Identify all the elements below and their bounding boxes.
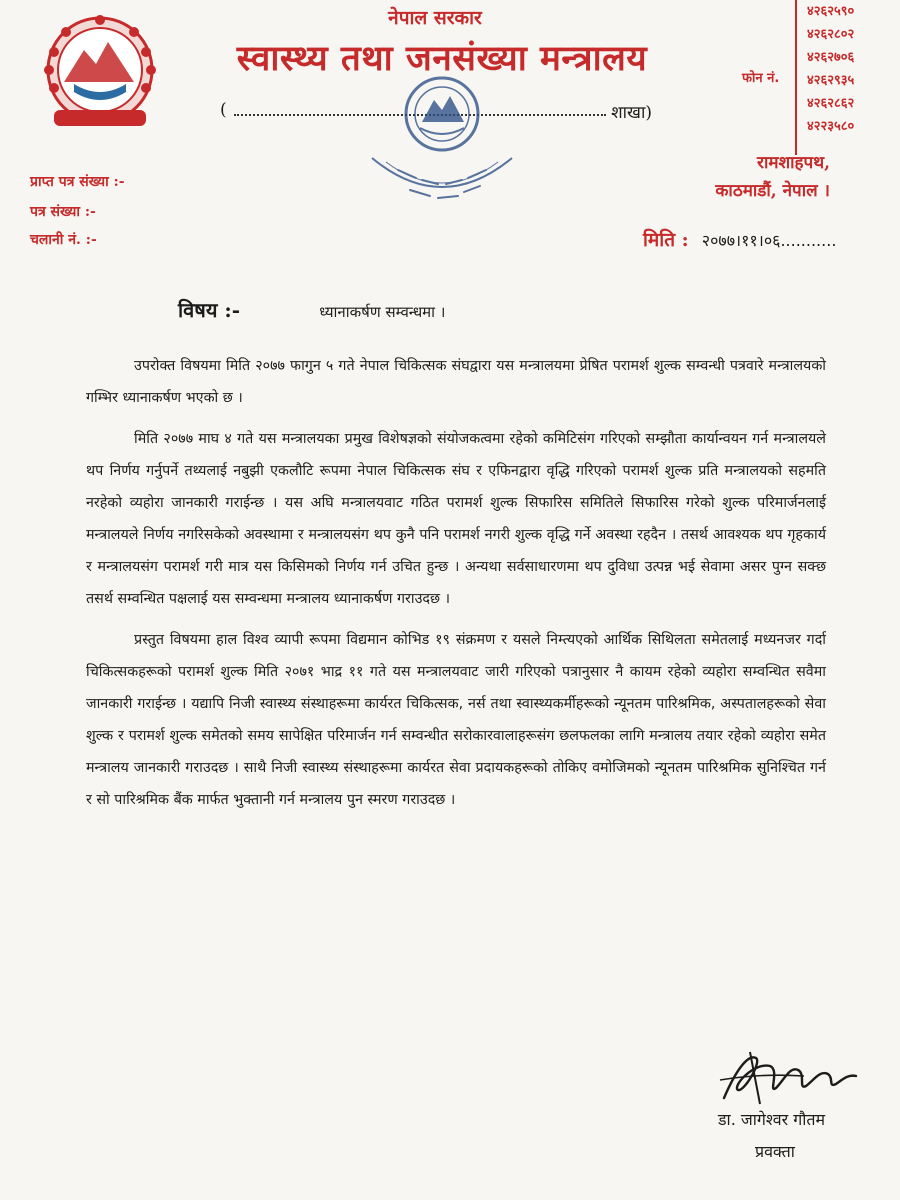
subject-value: ध्यानाकर्षण सम्वन्धमा । [319,303,446,321]
body-paragraph-3: प्रस्तुत विषयमा हाल विश्व व्यापी रूपमा विद्यमान कोभिड १९ संक्रमण र यसले निम्त्यएको आर्थिक सिथिलता समेतलाई मध्यनजर गर्दा चिकित्सकहरूको परामर्श शुल्क मिति २०७१ भाद्र ११ गते यस मन्त्रालयवाट जारी गरिएको पत्रानुसार नै कायम रहेको व्यहोरा सम्वन्धित सवैमा जानकारी गराईन्छ । यद्यापि निजी स्वास्थ्य संस्थाहरूमा कार्यरत चिकित्सक, नर्स तथा स्वास्थ्यकर्मीहरूको न्यूनतम पारिश्रमिक, अस्पतालहरूको सेवा शुल्क र परामर्श शुल्क समेतको समय सापेक्षित परिमार्जन गर्न सम्वन्धीत सरोकारवालाहरूसंग छलफलका लागि मन्त्रालय तयार रहेको व्यहोरा समेत मन्त्रालय जानकारी गराउदछ । साथै निजी स्वास्थ्य संस्थाहरूमा कार्यरत सेवा प्रदायकहरूको तोकिए वमोजिमको न्यूनतम पारिश्रमिक सुनिश्चित गर्न र सो पारिश्रमिक बैंक मार्फत भुक्तानी गर्न मन्त्रालय पुन स्मरण गराउदछ । [86,632,826,808]
letter-body [86,350,826,825]
handwritten-signature-icon [714,1040,864,1110]
signatory-title: प्रवक्ता [755,1142,795,1161]
subject-label: विषय :- [178,298,241,322]
phone-number: ४२६२८६२ [807,96,855,111]
government-name: नेपाल सरकार [388,7,482,29]
phone-label: फोन नं. [742,71,780,86]
date-line [643,226,836,252]
ministry-stamp-icon [358,66,526,216]
nepal-emblem-icon [34,12,166,134]
phone-number: ४२६२७०६ [807,50,855,65]
phone-number: ४२२३५८० [807,119,855,134]
phone-number: ४२६२५९० [807,4,855,19]
dispatch-number-label: चलानी नं. :- [30,232,97,248]
date-value: २०७७।११।०६........... [701,231,837,250]
body-paragraph-2: मिति २०७७ माघ ४ गते यस मन्त्रालयका प्रमुख विशेषज्ञको संयोजकत्वमा रहेको कमिटिसंग गरिएको सम्झौता कार्यान्वयन गर्न मन्त्रालयले थप निर्णय गर्नुपर्ने तथ्यलाई नबुझी एकलौटि रूपमा नेपाल चिकित्सक संघ र एफिनद्वारा वृद्धि गरिएको परामर्श शुल्क प्रति मन्त्रालयको सहमति नरहेको व्यहोरा जानकारी गराईन्छ । यस अघि मन्त्रालयवाट गठित परामर्श शुल्क सिफारिस समितिले सिफारिस गरेको शुल्क परिमार्जनलाई मन्त्रालयले निर्णय नगरिसकेको अवस्थामा र मन्त्रालयसंग थप कुनै पनि परामर्श नगरी शुल्क वृद्धि गर्ने अवस्था रहदैन । तसर्थ आवश्यक थप गृहकार्य र मन्त्रालयसंग परामर्श गरी मात्र यस किसिमको निर्णय गर्न उचित हुन्छ । अन्यथा सर्वसाधारणमा थप दुविधा उत्पन्न भई सेवामा असर पुग्न सक्छ तसर्थ सम्वन्धित पक्षलाई यस सम्वन्धमा मन्त्रालय ध्यानाकर्षण गराउदछ । [86,431,826,607]
phone-number: ४२६२९३५ [807,73,855,88]
letter-number-label: पत्र संख्या :- [30,204,96,220]
phone-number-list [795,0,897,155]
body-paragraph-1: उपरोक्त विषयमा मिति २०७७ फागुन ५ गते नेपाल चिकित्सक संघद्वारा यस मन्त्रालयमा प्रेषित परामर्श शुल्क सम्वन्धी पत्रवारे मन्त्रालयको गम्भिर ध्यानाकर्षण भएको छ । [86,358,826,406]
signatory-name: डा. जागेश्वर गौतम [718,1110,826,1129]
date-label: मिति : [643,229,689,251]
branch-open-paren: ( [220,100,227,120]
address-line-1: रामशाहपथ, [757,153,830,173]
ministry-name: स्वास्थ्य तथा जनसंख्या मन्त्रालय [236,38,648,79]
phone-number: ४२६२८०२ [807,27,855,42]
address-line-2: काठमाडौं, नेपाल । [715,181,830,201]
branch-label: शाखा) [611,103,652,123]
received-letter-number-label: प्राप्त पत्र संख्या :- [30,174,125,190]
subject-line [178,296,446,323]
